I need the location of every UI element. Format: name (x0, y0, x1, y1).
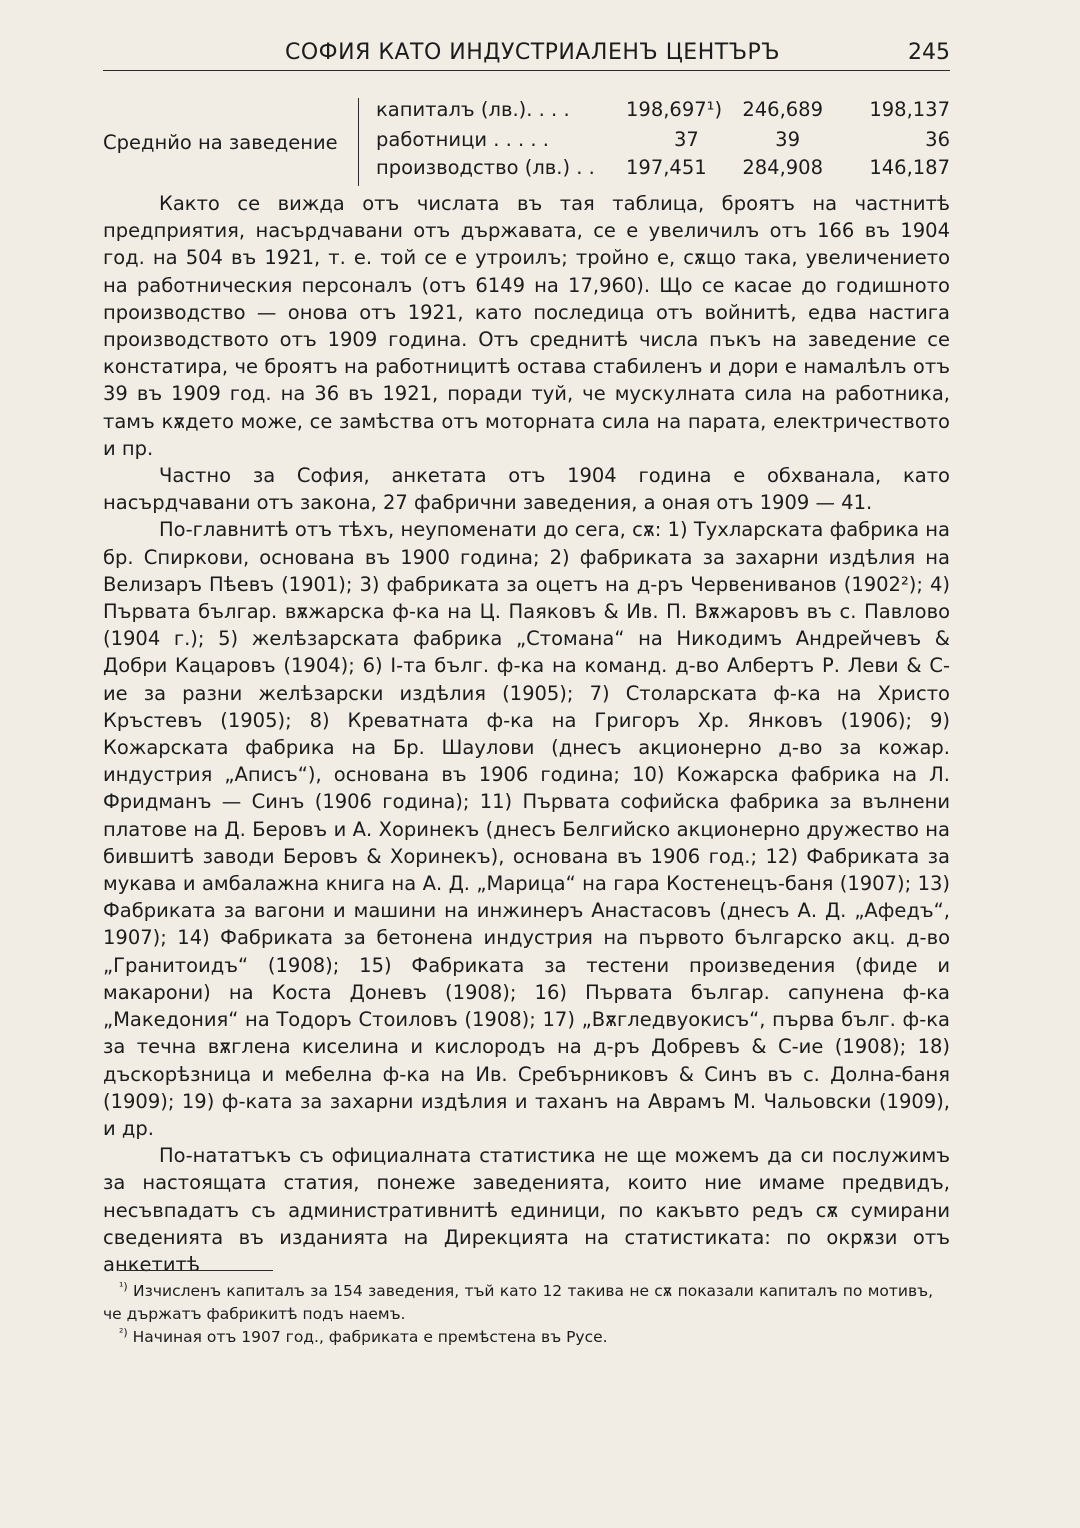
row-label: производство (лв.) . . (376, 156, 595, 179)
value-1904: 197,451 (626, 156, 707, 179)
paragraph: По-нататъкъ съ официалната статистика не ще можемъ да си послужимъ за настоящата статия, понеже заведенията, които ние имаме предвидъ, несъвпадатъ съ административнитѣ единици, по какъвто редъ сѫ сумирани сведенията въ изданията на Дирекцията на статистиката: по окрѫзи отъ анкетитѣ (103, 1144, 950, 1276)
value-1904: 37 (674, 128, 699, 151)
footnotes (103, 1280, 933, 1349)
row-label: работници . . . . . (376, 128, 549, 151)
value-1909: 246,689 (742, 98, 823, 121)
value-1909: 39 (775, 128, 800, 151)
value-1921: 146,187 (869, 156, 950, 179)
paragraph: По-главнитѣ отъ тѣхъ, неупоменати до сега, сѫ: 1) Тухларската фабрика на бр. Спиркови, основана въ 1900 година; 2) фабриката за захарни издѣлия на Велизаръ Пѣевъ (1901); 3) фабриката за оцетъ на д-ръ Червениванов (1902²); 4) Първата българ. вѫжарска ф-ка на Ц. Паяковъ & Ив. П. Вѫжаровъ въ с. Павлово (1904 г.); 5) желѣзарската фабрика „Стомана“ на Никодимъ Андрейчевъ & Добри Кацаровъ (1904); 6) I-та бълг. ф-ка на команд. д-во Албертъ Р. Леви & С-ие за разни желѣзарски издѣлия (1905); 7) Столарската ф-ка на Христо Кръстевъ (1905); 8) Креватната ф-ка на Григоръ Хр. Янковъ (1906); 9) Кожарската фабрика на Бр. Шаулови (днесъ акционерно д-во за кожар. индустрия „Аписъ“), основана въ 1906 година; 10) Кожарска фабрика на Л. Фридманъ — Синъ (1906 година); 11) Първата софийска фабрика за вълнени платове на Д. Беровъ и А. Хоринекъ (днесъ Белгийско акционерно дружество на бившитѣ заводи Беровъ & Хоринекъ), основана въ 1906 год.; 12) Фабриката за мукава и амбалажна книга на А. Д. „Марица“ на гара Костенецъ-баня (1907); 13) Фабриката за вагони и машини на инжинеръ Анастасовъ (днесъ А. Д. „Афедъ“, 1907); 14) Фабриката за бетонена индустрия на първото българско акц. д-во „Гранитоидъ“ (1908); 15) Фабриката за тестени произведения (фиде и макарони) на Коста Доневъ (1908); 16) Първата българ. сапунена ф-ка „Македония“ на Тодоръ Стоиловъ (1908); 17) „Вѫгледвуокисъ“, първа бълг. ф-ка за течна вѫглена киселина и кислородъ на д-ръ Добревъ & С-ие (1908); 18) дъскорѣзница и мебелна ф-ка на Ив. Сребърниковъ & Синъ въ с. Долна-баня (1909); 19) ф-ката за захарни издѣлия и таханъ на Аврамъ М. Чальовски (1909), и др. (103, 518, 950, 1140)
average-per-establishment-table (103, 98, 950, 186)
page-number: 245 (908, 40, 950, 65)
body-text (103, 190, 950, 1278)
value-1921: 36 (925, 128, 950, 151)
footnote-mark: ¹) (119, 1279, 128, 1293)
running-title: СОФИЯ КАТО ИНДУСТРИАЛЕНЪ ЦЕНТЪРЪ (285, 40, 781, 65)
table-group-label: Среднйо на заведение (103, 131, 338, 154)
table-row-workers (376, 128, 950, 156)
paragraph: Както се вижда отъ числата въ тая таблица, броятъ на частнитѣ предприятия, насърдчавани отъ държавата, се е увеличилъ отъ 166 въ 1904 год. на 504 въ 1921, т. е. той се е утроилъ; тройно е, сѫщо така, увеличението на работническия персоналъ (отъ 6149 на 17,960). Що се касае до годишното производство — онова отъ 1921, като последица отъ войнитѣ, едва настига производството отъ 1909 година. Отъ среднитѣ числа пъкъ на заведение се констатира, че броятъ на работницитѣ остава стабиленъ и дори е намалѣлъ отъ 39 въ 1909 год. на 36 въ 1921, поради туй, че мускулната сила на работника, тамъ кѫдето може, се замѣства отъ моторната сила на парата, електричеството и пр. (103, 192, 950, 460)
table-brace (358, 98, 365, 186)
footnote-1 (103, 1280, 933, 1326)
footnote-rule (119, 1270, 273, 1271)
value-1921: 198,137 (869, 98, 950, 121)
footnote-text: Начиная отъ 1907 год., фабриката е премѣстена въ Русе. (132, 1328, 608, 1346)
footnote-text: Изчисленъ капиталъ за 154 заведения, тъй като 12 такива не сѫ показали капиталъ по мотивъ, че държатъ фабрикитѣ подъ наемъ. (103, 1282, 933, 1323)
footnote-2 (103, 1326, 933, 1349)
row-label: капиталъ (лв.). . . . (376, 98, 570, 121)
value-1909: 284,908 (742, 156, 823, 179)
table-row-production (376, 156, 950, 184)
table-row-capital (376, 98, 950, 126)
paragraph: Частно за София, анкетата отъ 1904 година е обхванала, като насърдчавани отъ закона, 27 фабрични заведения, а оная отъ 1909 — 41. (103, 464, 950, 515)
footnote-mark: ²) (119, 1325, 128, 1339)
page-header (103, 38, 950, 71)
value-1904: 198,697¹) (626, 98, 723, 121)
